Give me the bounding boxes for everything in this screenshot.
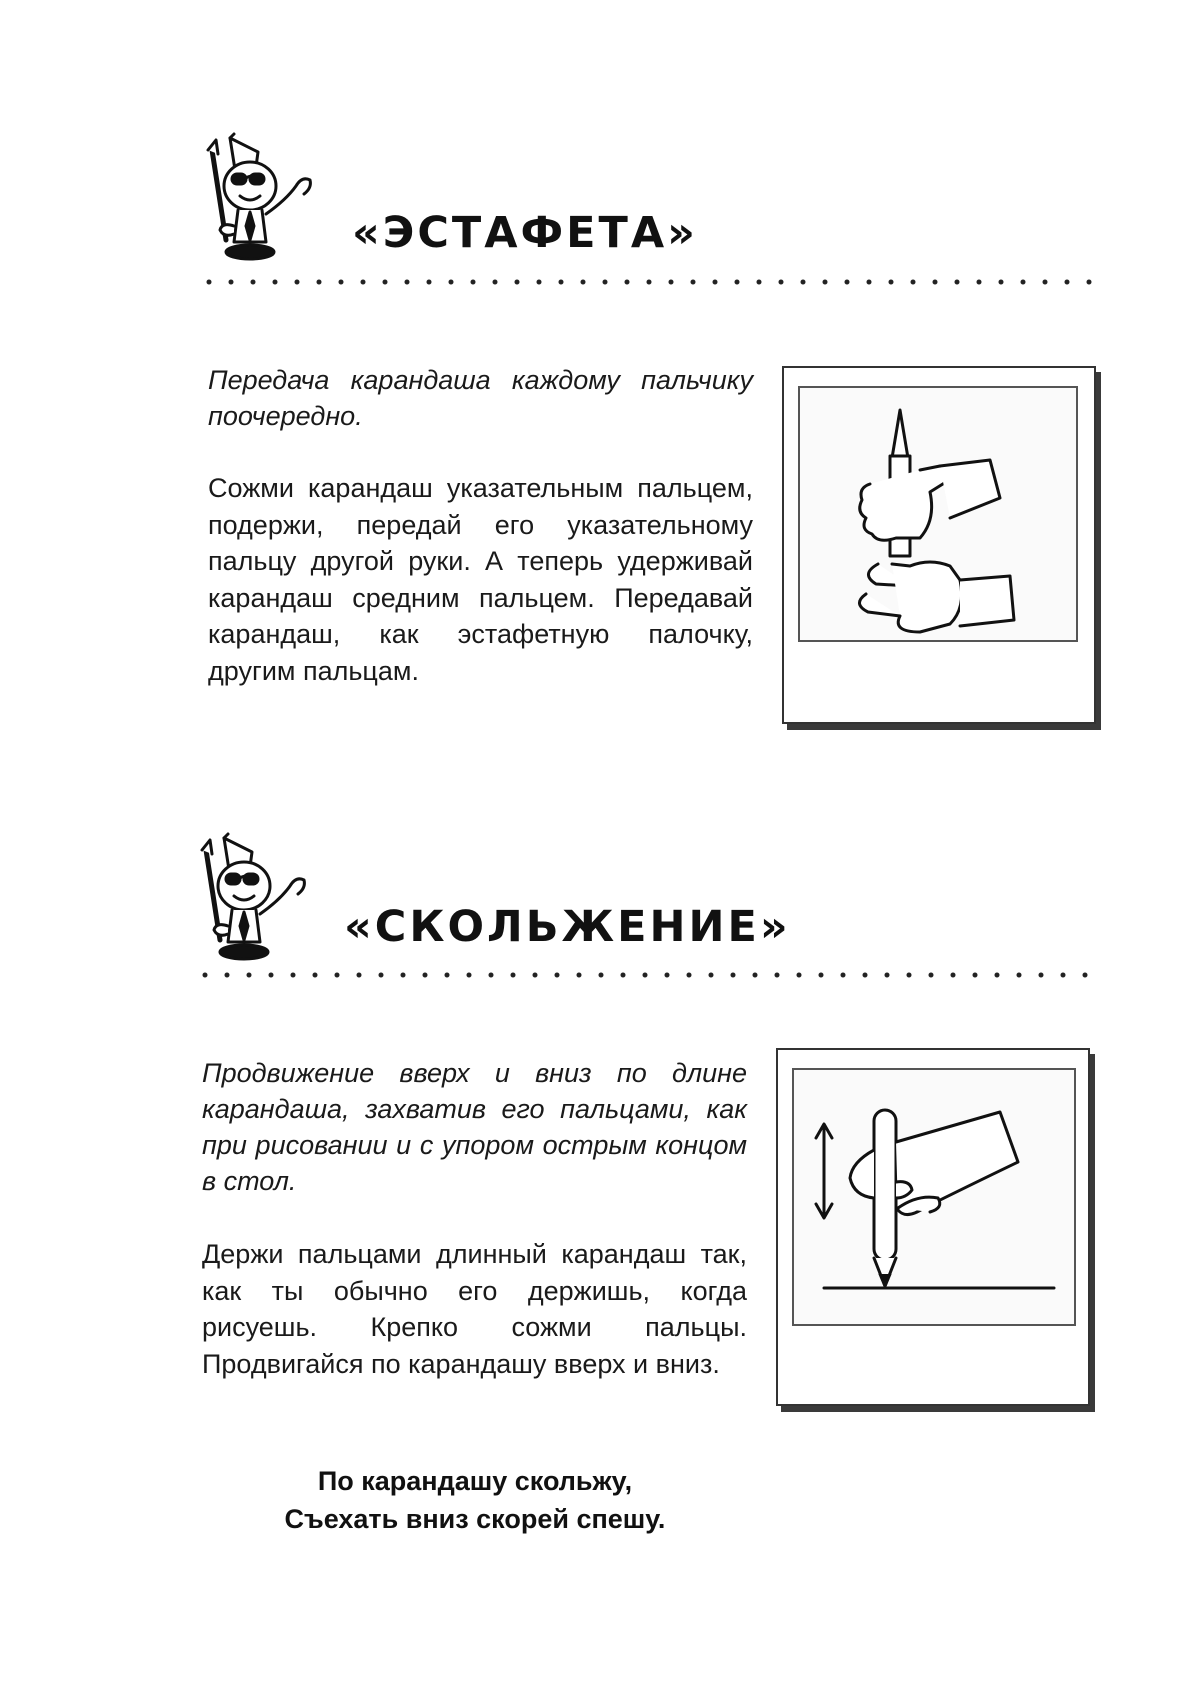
dotted-divider [198, 279, 1106, 285]
illustration-frame [776, 1048, 1090, 1406]
section-title: «СКОЛЬЖЕНИЕ» [344, 902, 791, 952]
rhyme-line: Съехать вниз скорей спешу. [284, 1504, 666, 1534]
rhyme-line: По карандашу скольжу, [317, 1466, 633, 1496]
section-body: Сожми карандаш указательным пальцем, подержи, передай его указательному пальцу другой руки. А теперь удерживай карандаш средним пальцем. Передавай карандаш, как эстафетную палочку, другим пальцам. [208, 473, 753, 686]
section-intro: Продвижение вверх и вниз по длине карандаша, захватив его пальцами, как при рисовании и с упором острым концом в стол. [202, 1058, 747, 1196]
rhyme [210, 1462, 740, 1538]
pencil-boy-mascot-icon [200, 130, 340, 270]
section-intro: Передача карандаша каждому пальчику поочередно. [208, 365, 753, 431]
hand-sliding-pencil-icon [794, 1070, 1074, 1324]
section-title: «ЭСТАФЕТА» [352, 208, 698, 258]
illustration-frame [782, 366, 1096, 724]
hands-passing-pencil-icon [800, 388, 1076, 640]
pencil-boy-mascot-icon [194, 830, 334, 970]
dotted-divider [194, 972, 1104, 978]
section-body: Держи пальцами длинный карандаш так, как ты обычно его держишь, когда рисуешь. Крепко сожми пальцы. Продвигайся по карандашу вверх и вниз. [202, 1239, 747, 1379]
